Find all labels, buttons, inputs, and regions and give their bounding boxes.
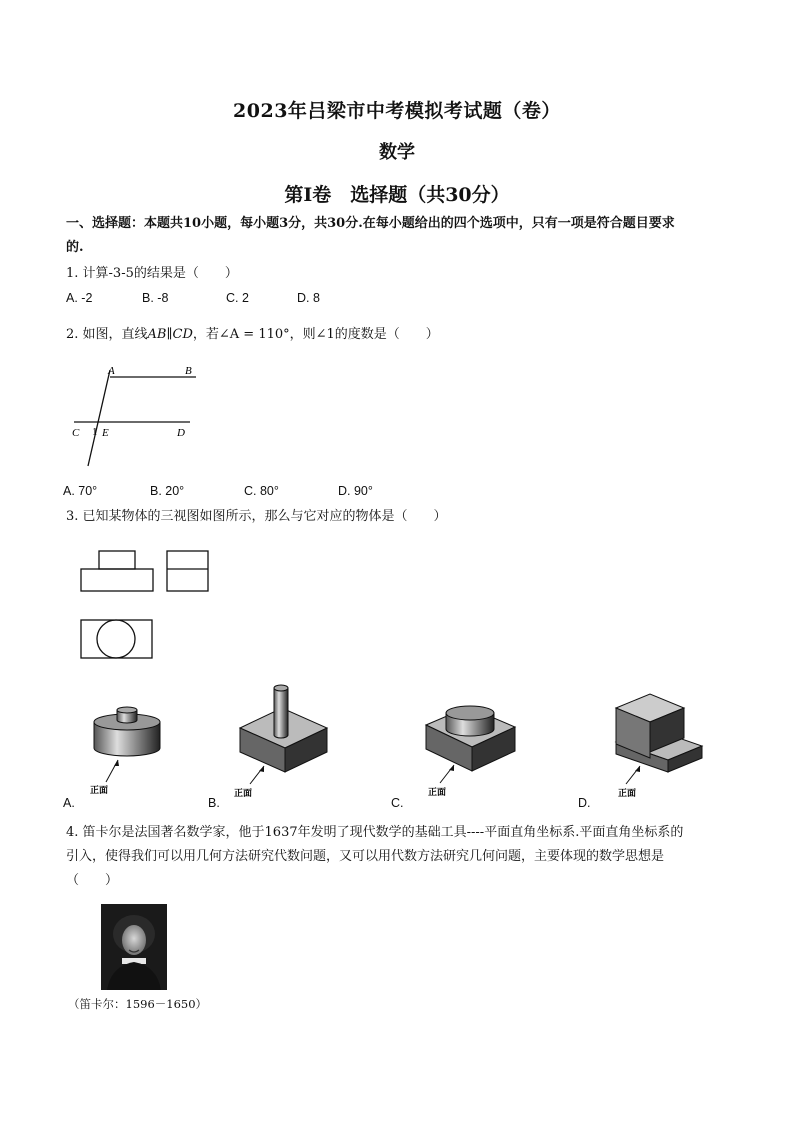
front-label-b: 正面 — [234, 789, 253, 799]
q2-stem-parallel: AB∥CD — [147, 327, 193, 342]
descartes-portrait — [101, 904, 167, 990]
instructions — [66, 212, 734, 260]
label-b: B — [185, 365, 192, 377]
q2-option-a: A. 70° — [63, 484, 98, 498]
transversal-line — [88, 370, 110, 466]
top-view — [81, 620, 152, 658]
instructions-line2: 的. — [66, 240, 84, 255]
label-angle-1: 1 — [92, 426, 98, 438]
front-label-c: 正面 — [428, 788, 447, 798]
section-title: 第I卷 选择题（共30分） — [284, 184, 510, 206]
q3-option-a: A. — [63, 796, 75, 810]
q2-option-b: B. 20° — [150, 484, 185, 498]
tall-cylinder — [274, 688, 288, 738]
q3-option-c: C. — [391, 796, 404, 810]
label-a: A — [108, 365, 115, 377]
parallel-lines-figure — [66, 358, 206, 470]
q3-option-b: B. — [208, 796, 220, 810]
front-arrow-head-a — [114, 760, 119, 766]
q1-option-c: C. 2 — [226, 291, 249, 305]
portrait-face — [122, 925, 146, 955]
label-c: C — [72, 427, 80, 439]
q2-stem-part3: ，若∠A = 110°，则∠1的度数是（ ） — [192, 327, 439, 342]
solid-option-c — [420, 695, 530, 800]
question-4-stem — [66, 821, 734, 893]
q4-stem-line1: 4. 笛卡尔是法国著名数学家，他于1637年发明了现代数学的基础工具----平面直角坐标系.平面直角坐标系的 — [66, 825, 684, 840]
q1-option-b: B. -8 — [142, 291, 169, 305]
q1-option-d: D. 8 — [297, 291, 320, 305]
side-view — [167, 551, 208, 591]
q4-stem-line2: 引入，使得我们可以用几何方法研究代数问题，又可以用代数方法研究几何问题，主要体现的数学思想是 — [66, 849, 665, 864]
front-view-base — [81, 569, 153, 591]
front-arrow-head-c — [449, 765, 454, 771]
front-label-a: 正面 — [90, 786, 109, 796]
front-arrow-head-b — [259, 766, 264, 772]
cylinder-small-top — [117, 707, 137, 713]
front-view-top — [99, 551, 135, 569]
label-e: E — [102, 427, 109, 439]
solid-option-d — [610, 688, 710, 800]
q2-stem-part1: 2. 如图，直线 — [66, 327, 148, 342]
tall-cylinder-top — [274, 685, 288, 691]
q3-option-d: D. — [578, 796, 591, 810]
q2-option-c: C. 80° — [244, 484, 279, 498]
subject-title: 数学 — [379, 142, 415, 163]
label-d: D — [177, 427, 185, 439]
q2-option-d: D. 90° — [338, 484, 373, 498]
solid-option-b — [230, 680, 340, 800]
front-arrow-head-d — [635, 766, 640, 772]
three-view-figure — [76, 545, 216, 665]
front-label-d: 正面 — [618, 789, 637, 799]
question-1-stem: 1. 计算-3-5的结果是（ ） — [66, 266, 238, 281]
portrait-caption: （笛卡尔：1596－1650） — [68, 997, 208, 1011]
exam-title: 2023年吕梁市中考模拟考试题（卷） — [233, 100, 561, 122]
q4-stem-line3: （ ） — [66, 873, 119, 888]
instructions-line1: 一、选择题：本题共10小题，每小题3分，共30分.在每小题给出的四个选项中，只有一项是符合题目要求 — [66, 216, 675, 231]
question-3-stem: 3. 已知某物体的三视图如图所示，那么与它对应的物体是（ ） — [66, 509, 447, 524]
top-view-circle — [97, 620, 135, 658]
flat-cylinder-top — [446, 706, 494, 720]
q1-option-a: A. -2 — [66, 291, 93, 305]
solid-option-a — [86, 700, 176, 800]
question-2-stem — [66, 323, 734, 347]
